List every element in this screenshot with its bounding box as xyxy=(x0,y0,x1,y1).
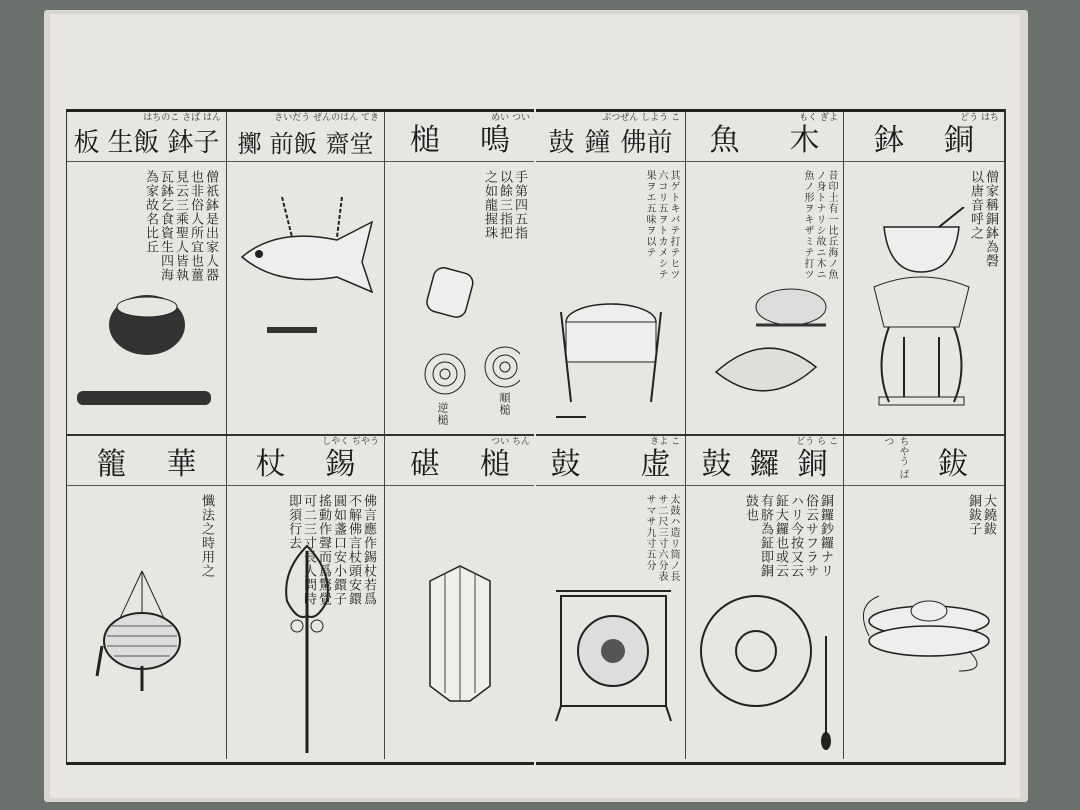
heading-word: 魚 xyxy=(709,123,740,158)
heading-word: 鑼 xyxy=(749,447,780,482)
cell-dorako xyxy=(686,436,844,759)
right-page xyxy=(534,14,1020,798)
left-page xyxy=(50,14,535,798)
furigana: もく ぎよ xyxy=(799,113,838,123)
heading-word: 銅 xyxy=(797,447,828,482)
heading-word: 鼓 xyxy=(701,447,732,482)
cell-dobachi xyxy=(844,112,1004,434)
furigana: つい ちん xyxy=(491,437,530,447)
furigana: きよ こ xyxy=(650,437,680,447)
cell-heading xyxy=(686,112,843,162)
framed-drum-illustration xyxy=(551,586,676,726)
wooden-fish-board-illustration xyxy=(237,192,377,352)
left-grid xyxy=(66,109,535,765)
cell-heading xyxy=(67,436,226,486)
cell-butsuzen-shoko xyxy=(536,112,686,434)
drum-stand-illustration xyxy=(546,292,676,422)
heading-word: 虚 xyxy=(640,447,671,482)
heading-word: 鼓 xyxy=(550,447,581,482)
cell-heading xyxy=(385,112,535,162)
heading-word: 銅 xyxy=(944,123,974,158)
description-text: 大鐃鈸 銅鈸子 xyxy=(966,494,996,536)
cell-ita xyxy=(67,112,227,434)
singing-bowl-stand-illustration xyxy=(864,207,979,417)
furigana: どう はち xyxy=(960,113,999,123)
description-text: 手第四五指以餘三指把之如龍握珠 xyxy=(482,170,527,240)
heading-word: 擲 xyxy=(237,130,262,158)
furigana: しやく ぢやう xyxy=(322,437,379,447)
cell-mokugyo xyxy=(686,112,844,434)
cell-heading xyxy=(844,112,1004,162)
heading-word: 碪 xyxy=(410,447,440,482)
cell-meitsui xyxy=(385,112,535,434)
heading-word: 木 xyxy=(789,123,820,158)
furigana: はちのこ さば はん xyxy=(143,113,221,123)
heading-word: 板 xyxy=(73,128,100,158)
furigana: さいだう ぜんのはん てき xyxy=(274,113,379,123)
heading-word: 鐘 xyxy=(584,128,611,158)
heading-word: 鼓 xyxy=(548,128,575,158)
heading-word: 生飯 xyxy=(107,128,160,158)
heading-word: 錫 xyxy=(325,447,356,482)
heading-word: 鈸 xyxy=(938,447,968,482)
heading-word: 槌 xyxy=(410,123,440,158)
heading-word: 鳴 xyxy=(480,123,510,158)
anvil-block-illustration xyxy=(420,561,500,706)
cymbals-illustration xyxy=(849,566,999,676)
heading-word: 華 xyxy=(166,447,197,482)
label-forward-mallet: 順槌 xyxy=(498,392,511,416)
cell-heading xyxy=(227,436,384,486)
cell-kyoko xyxy=(536,436,686,759)
description-text: 太鼓ハ造リ筒ノ長サ二尺三寸六分表サマサ九寸五分 xyxy=(644,494,679,582)
cell-nyohachi xyxy=(844,436,1004,759)
description-text: 銅鑼鈔鑼ナリ俗云サフラサハリ今按又云鉦大鑼也或云有脐為鉦即銅鼓也 xyxy=(743,494,833,578)
cell-shakujo xyxy=(227,436,385,759)
furigana: めい つい xyxy=(491,113,530,123)
cell-heading xyxy=(536,436,685,486)
open-book xyxy=(44,10,1028,802)
label-reverse-mallet: 逆槌 xyxy=(436,402,449,426)
furigana: どう ら こ xyxy=(796,437,838,447)
cell-heading xyxy=(686,436,843,486)
heading-word: 齋堂 xyxy=(325,130,374,158)
heading-word: 佛前 xyxy=(620,128,673,158)
description-text: 佛言應作錫杖若爲不解佛言杖頭安鐶圓如盞口安小鐶子搖動作聲而爲驚覺可二三寸長人問時即須行去 xyxy=(286,494,376,606)
cell-saido xyxy=(227,112,385,434)
cell-heading xyxy=(385,436,535,486)
description-text: 昔印土有一比丘海ノ魚ノ身トナリシ故ニ木ニ魚ノ形ヲキザミテ打ツ xyxy=(802,170,837,280)
description-text: 僧祇鉢是出家人器也非俗人所宜也薑見云三乘聖人皆執瓦鉢乞食資生四海為家故名比丘 xyxy=(143,170,218,282)
heading-word: 前飯 xyxy=(269,130,318,158)
description-text: 懺法之時用之 xyxy=(199,494,214,578)
board-illustration xyxy=(75,387,215,409)
cell-heading xyxy=(844,436,1004,486)
monk-staff-illustration xyxy=(277,541,337,756)
cell-tsuichin xyxy=(385,436,535,759)
heading-word: 籠 xyxy=(96,447,127,482)
furigana: ぶつぜん しよう こ xyxy=(602,113,680,123)
flower-basket-illustration xyxy=(92,566,192,696)
gong-illustration xyxy=(691,586,841,756)
description-text: 其ゲトキバテ打テヒツ六コリ五ヲトカメシテ果ヲエ五味ヲ以テ xyxy=(644,170,679,280)
right-grid xyxy=(536,109,1006,765)
description-text: 僧家稱銅鉢為磬以唐音呼之 xyxy=(968,170,998,268)
wooden-fish-illustration xyxy=(696,287,836,422)
heading-word: 槌 xyxy=(480,447,510,482)
cell-heading xyxy=(227,112,384,162)
cell-keko xyxy=(67,436,227,759)
heading-word: 鉢子 xyxy=(167,128,220,158)
heading-word: 鉢 xyxy=(874,123,904,158)
heading-word: 杖 xyxy=(255,447,286,482)
cell-heading xyxy=(536,112,685,162)
cell-heading xyxy=(67,112,226,162)
furigana: ちやう ばつ xyxy=(882,436,908,480)
bowl-illustration xyxy=(92,287,202,367)
